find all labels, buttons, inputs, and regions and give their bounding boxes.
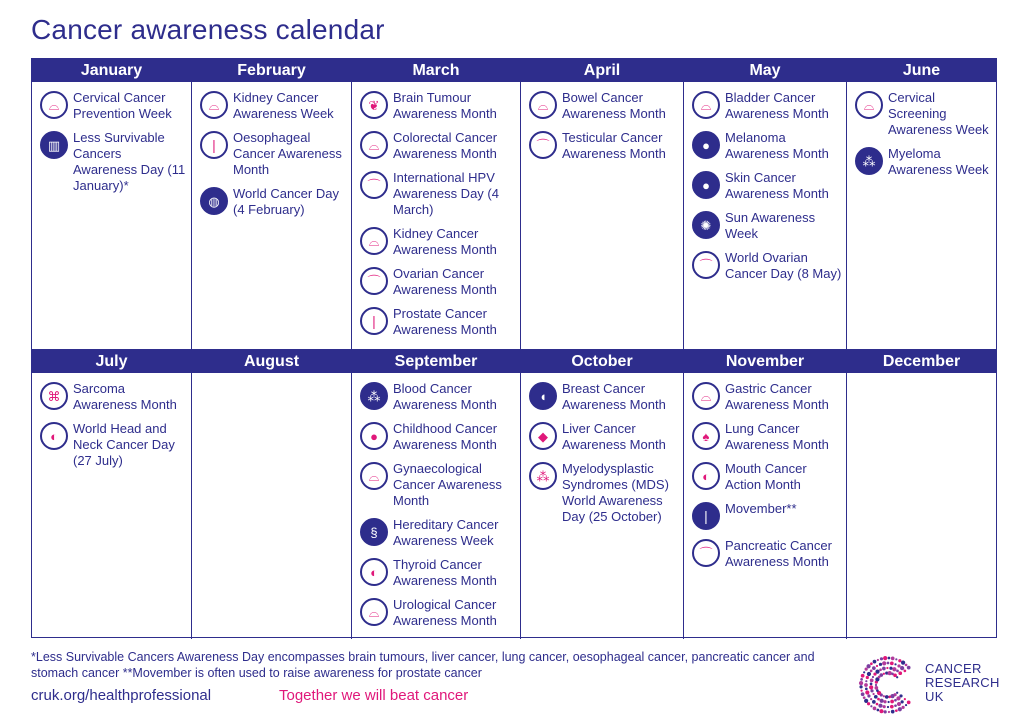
calendar-event — [692, 90, 842, 122]
month-column — [191, 59, 351, 349]
logo-dot — [876, 665, 878, 667]
event-label: Ovarian Cancer Awareness Month — [393, 266, 497, 297]
logo-dot — [896, 670, 899, 673]
logo-dot — [867, 694, 870, 697]
calendar-event — [855, 90, 992, 138]
event-label: World Ovarian Cancer Day (8 May) — [725, 250, 842, 281]
logo-dot — [895, 658, 897, 660]
event-label: Breast Cancer Awareness Month — [562, 381, 666, 412]
calendar-event — [529, 461, 679, 525]
event-label: Bladder Cancer Awareness Month — [725, 90, 829, 121]
logo-dot — [883, 673, 885, 675]
prostate-icon: ❘ — [360, 307, 388, 335]
testicular-icon: ⌒ — [529, 131, 557, 159]
calendar-event — [40, 130, 187, 194]
logo-dot — [882, 661, 886, 665]
event-list — [847, 373, 996, 381]
dna-icon: § — [360, 518, 388, 546]
event-label: Skin Cancer Awareness Month — [725, 170, 829, 201]
event-label: Kidney Cancer Awareness Week — [233, 90, 334, 121]
calendar-grid — [31, 58, 997, 638]
calendar-event — [40, 381, 187, 413]
logo-dot — [879, 668, 882, 671]
month-column — [32, 59, 191, 349]
logo-dot — [861, 692, 865, 696]
logo-dot — [872, 700, 876, 704]
event-list — [352, 373, 520, 629]
calendar-event — [692, 170, 842, 202]
logo-dot — [870, 678, 874, 682]
logo-dot — [900, 666, 904, 670]
logo-dot — [907, 666, 911, 670]
event-list — [32, 82, 191, 194]
breast-icon: ◖ — [529, 382, 557, 410]
logo-dot — [860, 678, 863, 681]
pancreas-icon: ⌒ — [692, 539, 720, 567]
oesophagus-icon: ❘ — [200, 131, 228, 159]
logo-text — [925, 662, 1000, 704]
event-list — [847, 82, 996, 178]
head-icon: ◐ — [692, 462, 720, 490]
stomach-icon: ⌓ — [692, 382, 720, 410]
logo-dot — [873, 707, 877, 711]
logo-dot — [870, 689, 873, 692]
event-label: Hereditary Cancer Awareness Week — [393, 517, 499, 548]
logo-dot — [875, 670, 879, 674]
logo-dot — [883, 700, 886, 703]
logo-dot — [890, 705, 894, 709]
logo-dot — [866, 664, 870, 668]
calendar-event — [692, 538, 842, 570]
event-label: Myeloma Awareness Week — [888, 146, 989, 177]
event-label: Testicular Cancer Awareness Month — [562, 130, 666, 161]
logo-dot — [865, 690, 869, 694]
bladder-icon: ⌓ — [692, 91, 720, 119]
logo-dot — [883, 695, 885, 697]
logo-dot — [891, 710, 895, 714]
month-header: September — [352, 350, 520, 373]
event-label: Brain Tumour Awareness Month — [393, 90, 497, 121]
calendar-event — [200, 130, 347, 178]
logo-dot — [907, 701, 911, 705]
logo-dot — [896, 696, 900, 700]
event-label: Prostate Cancer Awareness Month — [393, 306, 497, 337]
gynaecological-icon: ⌓ — [360, 462, 388, 490]
logo-dot — [901, 706, 904, 709]
urological-icon: ⌓ — [360, 598, 388, 626]
calendar-event — [360, 170, 516, 218]
event-label: Thyroid Cancer Awareness Month — [393, 557, 497, 588]
logo-dot — [880, 657, 883, 660]
logo-dot — [880, 699, 884, 703]
footer-tagline: Together we will beat cancer — [279, 687, 469, 704]
logo-dot — [879, 673, 883, 677]
event-list — [684, 373, 846, 570]
month-column — [32, 350, 191, 639]
torso-icon: ⌒ — [360, 171, 388, 199]
event-list — [521, 82, 683, 162]
logo-dot — [865, 687, 868, 690]
event-label: Kidney Cancer Awareness Month — [393, 226, 497, 257]
logo-dot — [865, 668, 868, 671]
logo-dot — [897, 664, 900, 667]
logo-line: UK — [925, 689, 944, 704]
liver-icon: ◆ — [529, 422, 557, 450]
month-header: April — [521, 59, 683, 82]
month-header: March — [352, 59, 520, 82]
logo-dot — [887, 706, 889, 708]
logo-dot — [878, 704, 882, 708]
skeleton-icon: ⌘ — [40, 382, 68, 410]
blood-cells-icon: ⁂ — [360, 382, 388, 410]
month-column — [520, 350, 683, 639]
calendar-event — [360, 421, 516, 453]
calendar-event — [360, 90, 516, 122]
logo-dot — [879, 709, 883, 713]
logo-dot — [884, 710, 887, 713]
logo-dot — [870, 662, 873, 665]
cervical-icon: ⌓ — [40, 91, 68, 119]
person-icon: ● — [692, 171, 720, 199]
month-header: August — [192, 350, 351, 373]
calendar-event — [360, 306, 516, 338]
logo-dot — [870, 705, 872, 707]
calendar-event — [360, 461, 516, 509]
logo-dot — [894, 699, 897, 702]
kidney-icon: ⌓ — [200, 91, 228, 119]
logo-dot — [905, 664, 908, 667]
logo-dot — [874, 695, 878, 699]
logo-dot — [890, 694, 894, 698]
logo-dot — [896, 676, 898, 678]
month-column — [846, 59, 996, 349]
logo-dot — [901, 700, 904, 703]
logo-dot — [872, 666, 876, 670]
calendar-event — [529, 90, 679, 122]
chart-icon: ▥ — [40, 131, 68, 159]
month-column — [520, 59, 683, 349]
logo-dot — [901, 661, 905, 665]
logo-dot — [863, 696, 866, 699]
logo-dot — [863, 671, 865, 673]
month-header: October — [521, 350, 683, 373]
logo-dot — [887, 662, 890, 665]
event-list — [352, 82, 520, 338]
month-column — [683, 350, 846, 639]
logo-dot — [864, 699, 868, 703]
calendar-event — [360, 226, 516, 258]
event-label: Childhood Cancer Awareness Month — [393, 421, 498, 452]
calendar-event — [360, 557, 516, 589]
logo-dot — [894, 663, 896, 665]
calendar-event — [692, 250, 842, 282]
event-label: Colorectal Cancer Awareness Month — [393, 130, 498, 161]
calendar-event — [200, 90, 347, 122]
footnote: *Less Survivable Cancers Awareness Day encompasses brain tumours, liver cancer, lung cancer, oesophageal cancer, pancreatic cancer and stomach cancer **Movember is often used to raise awareness for prostate cancer — [31, 650, 815, 680]
logo-dot — [869, 685, 873, 689]
logo-dot — [860, 690, 862, 692]
calendar-event — [360, 381, 516, 413]
logo-dot — [867, 672, 871, 676]
event-label: Oesophageal Cancer Awareness Month — [233, 130, 342, 177]
logo-dot — [888, 711, 890, 713]
event-label: Cervical Screening Awareness Week — [888, 90, 989, 137]
logo-dot — [888, 657, 891, 660]
event-label: Sun Awareness Week — [725, 210, 816, 241]
calendar-event — [529, 421, 679, 453]
calendar-row-1 — [32, 59, 996, 349]
event-label: Cervical Cancer Prevention Week — [73, 90, 172, 121]
logo-dot — [875, 684, 877, 686]
brain-icon: ❦ — [360, 91, 388, 119]
logo-dot — [882, 667, 886, 671]
event-list — [192, 82, 351, 218]
footer-link[interactable]: cruk.org/healthprofessional — [31, 687, 212, 704]
event-list — [684, 82, 846, 282]
thyroid-icon: ◐ — [360, 558, 388, 586]
calendar-event — [692, 210, 842, 242]
logo-dot — [861, 674, 865, 678]
logo-dot — [890, 700, 894, 704]
logo-dot — [870, 698, 872, 700]
event-label: Gynaecological Cancer Awareness Month — [393, 461, 502, 508]
calendar-event — [40, 421, 187, 469]
logo-line: CANCER — [925, 661, 982, 676]
calendar-event — [529, 130, 679, 162]
event-label: Blood Cancer Awareness Month — [393, 381, 497, 412]
event-label: Melanoma Awareness Month — [725, 130, 829, 161]
calendar-event — [529, 381, 679, 413]
event-list — [32, 373, 191, 469]
blood-cells-icon: ⁂ — [529, 462, 557, 490]
logo-dot — [859, 681, 863, 685]
logo-dot — [892, 667, 896, 671]
calendar-event — [360, 597, 516, 629]
logo-dot — [876, 703, 879, 706]
calendar-event — [360, 130, 516, 162]
event-label: Movember** — [725, 501, 797, 516]
head-icon: ◐ — [40, 422, 68, 450]
logo-dot — [877, 659, 879, 661]
logo-dot — [894, 704, 897, 707]
month-column — [351, 59, 520, 349]
event-label: Myelodysplastic Syndromes (MDS) World Awareness Day (25 October) — [562, 461, 669, 524]
logo-dot — [895, 709, 898, 712]
logo-dot — [886, 667, 888, 669]
event-label: Less Survivable Cancers Awareness Day (11 January)* — [73, 130, 186, 193]
calendar-event — [692, 461, 842, 493]
ovarian-icon: ⌒ — [360, 267, 388, 295]
logo-dot — [867, 702, 870, 705]
logo-dot — [859, 685, 862, 688]
cancer-research-uk-logo — [858, 655, 998, 715]
event-label: Sarcoma Awareness Month — [73, 381, 177, 412]
logo-dot — [865, 680, 867, 682]
logo-dot — [898, 659, 901, 662]
calendar-row-2 — [32, 349, 996, 639]
bowel-icon: ⌓ — [360, 131, 388, 159]
logo-dot — [872, 693, 874, 695]
event-label: Pancreatic Cancer Awareness Month — [725, 538, 832, 569]
month-header: December — [847, 350, 996, 373]
month-header: May — [684, 59, 846, 82]
calendar-event — [692, 130, 842, 162]
logo-dots-icon — [858, 655, 918, 715]
event-label: International HPV Awareness Day (4 March) — [393, 170, 499, 217]
calendar-event — [360, 517, 516, 549]
logo-dot — [883, 705, 886, 708]
calendar-event — [855, 146, 992, 178]
logo-dot — [897, 702, 901, 706]
logo-dot — [891, 657, 895, 661]
logo-dot — [898, 671, 902, 675]
logo-dot — [898, 707, 902, 711]
calendar-event — [360, 266, 516, 298]
logo-dot — [873, 660, 877, 664]
logo-dot — [887, 701, 889, 703]
month-column — [683, 59, 846, 349]
event-label: Mouth Cancer Action Month — [725, 461, 807, 492]
month-header: June — [847, 59, 996, 82]
logo-dot — [870, 682, 873, 685]
bowel-icon: ⌓ — [529, 91, 557, 119]
logo-dot — [879, 663, 882, 666]
lungs-icon: ♠ — [692, 422, 720, 450]
event-label: Urological Cancer Awareness Month — [393, 597, 497, 628]
calendar-event — [692, 381, 842, 413]
month-header: January — [32, 59, 191, 82]
logo-dot — [896, 692, 898, 694]
child-icon: ● — [360, 422, 388, 450]
month-header: July — [32, 350, 191, 373]
ovarian-icon: ⌒ — [692, 251, 720, 279]
kidney-icon: ⌓ — [360, 227, 388, 255]
logo-dot — [866, 676, 869, 679]
man-icon: ❘ — [692, 502, 720, 530]
logo-dot — [889, 667, 892, 670]
event-label: World Cancer Day (4 February) — [233, 186, 339, 217]
logo-dot — [877, 709, 880, 712]
month-header: November — [684, 350, 846, 373]
blood-cells-icon: ⁂ — [855, 147, 883, 175]
event-label: World Head and Neck Cancer Day (27 July) — [73, 421, 175, 468]
month-header: February — [192, 59, 351, 82]
person-icon: ● — [692, 131, 720, 159]
event-label: Bowel Cancer Awareness Month — [562, 90, 666, 121]
logo-dot — [904, 670, 907, 673]
logo-dot — [904, 698, 906, 700]
event-list — [192, 373, 351, 381]
month-column — [351, 350, 520, 639]
calendar-event — [40, 90, 187, 122]
logo-dot — [888, 696, 891, 699]
month-column — [846, 350, 996, 639]
event-list — [521, 373, 683, 525]
logo-dot — [870, 670, 873, 673]
page-title: Cancer awareness calendar — [31, 14, 385, 45]
calendar-event — [200, 186, 347, 218]
month-column — [191, 350, 351, 639]
logo-dot — [905, 704, 907, 706]
event-label: Lung Cancer Awareness Month — [725, 421, 829, 452]
globe-icon: ◍ — [200, 187, 228, 215]
calendar-event — [692, 501, 842, 530]
logo-dot — [875, 686, 879, 690]
calendar-event — [692, 421, 842, 453]
logo-dot — [877, 698, 880, 701]
event-label: Gastric Cancer Awareness Month — [725, 381, 829, 412]
logo-dot — [888, 671, 892, 675]
sun-icon: ✺ — [692, 211, 720, 239]
logo-line: RESEARCH — [925, 675, 1000, 690]
logo-dot — [872, 676, 874, 678]
logo-dot — [890, 661, 894, 665]
logo-dot — [883, 656, 887, 660]
event-label: Liver Cancer Awareness Month — [562, 421, 666, 452]
logo-dot — [864, 683, 868, 687]
logo-dot — [885, 695, 889, 699]
cervical-icon: ⌓ — [855, 91, 883, 119]
